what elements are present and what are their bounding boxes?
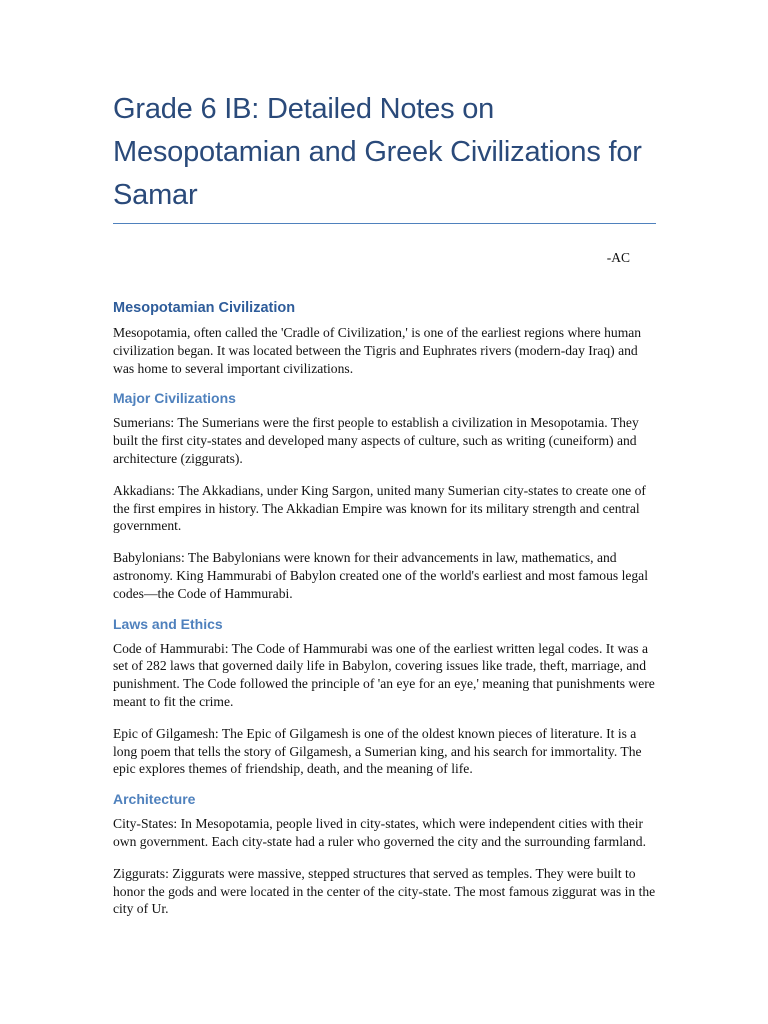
document-title: Grade 6 IB: Detailed Notes on Mesopotamian and Greek Civilizations for Samar bbox=[113, 88, 656, 224]
heading-laws-and-ethics: Laws and Ethics bbox=[113, 615, 223, 632]
author-signature: -AC bbox=[606, 250, 630, 265]
paragraph-ziggurats: Ziggurats: Ziggurats were massive, stepped structures that served as temples. They were built to honor the gods and were located in the center of the city-state. The most famous ziggurat was in the city of Ur. bbox=[113, 865, 656, 917]
document-page bbox=[113, 88, 656, 918]
paragraph-mesopotamia-intro: Mesopotamia, often called the 'Cradle of Civilization,' is one of the earliest regions where human civilization began. It was located between the Tigris and Euphrates rivers (modern-day Iraq) and was home to several important civilizations. bbox=[113, 325, 642, 376]
paragraph-sumerians: Sumerians: The Sumerians were the first people to establish a civilization in Mesopotamia. They built the first city-states and developed many aspects of culture, such as writing (cuneiform) and architecture (ziggurats). bbox=[113, 415, 639, 466]
paragraph-akkadians: Akkadians: The Akkadians, under King Sargon, united many Sumerian city-states to create one of the first empires in history. The Akkadian Empire was known for its military strength and central government. bbox=[113, 482, 646, 534]
paragraph-code-of-hammurabi: Code of Hammurabi: The Code of Hammurabi was one of the earliest written legal codes. It was a set of 282 laws that governed daily life in Babylon, covering issues like trade, theft, marriage, and punishment. The Code followed the principle of 'an eye for an eye,' meaning that punishments were meant to fit the crime. bbox=[113, 640, 655, 709]
heading-architecture: Architecture bbox=[113, 791, 196, 808]
heading-mesopotamian-civilization: Mesopotamian Civilization bbox=[113, 300, 296, 316]
paragraph-babylonians: Babylonians: The Babylonians were known for their advancements in law, mathematics, and astronomy. King Hammurabi of Babylon created one of the world's earliest and most famous legal codes—the Code of Hammurabi. bbox=[113, 550, 648, 601]
heading-major-civilizations: Major Civilizations bbox=[113, 390, 236, 407]
paragraph-city-states: City-States: In Mesopotamia, people lived in city-states, which were independent cities with their own government. Each city-state had a ruler who governed the city and the surrounding farmland. bbox=[113, 816, 647, 849]
paragraph-epic-of-gilgamesh: Epic of Gilgamesh: The Epic of Gilgamesh is one of the oldest known pieces of literature. It is a long poem that tells the story of Gilgamesh, a Sumerian king, and his search for immortality. The epic explores themes of friendship, death, and the meaning of life. bbox=[113, 725, 642, 777]
